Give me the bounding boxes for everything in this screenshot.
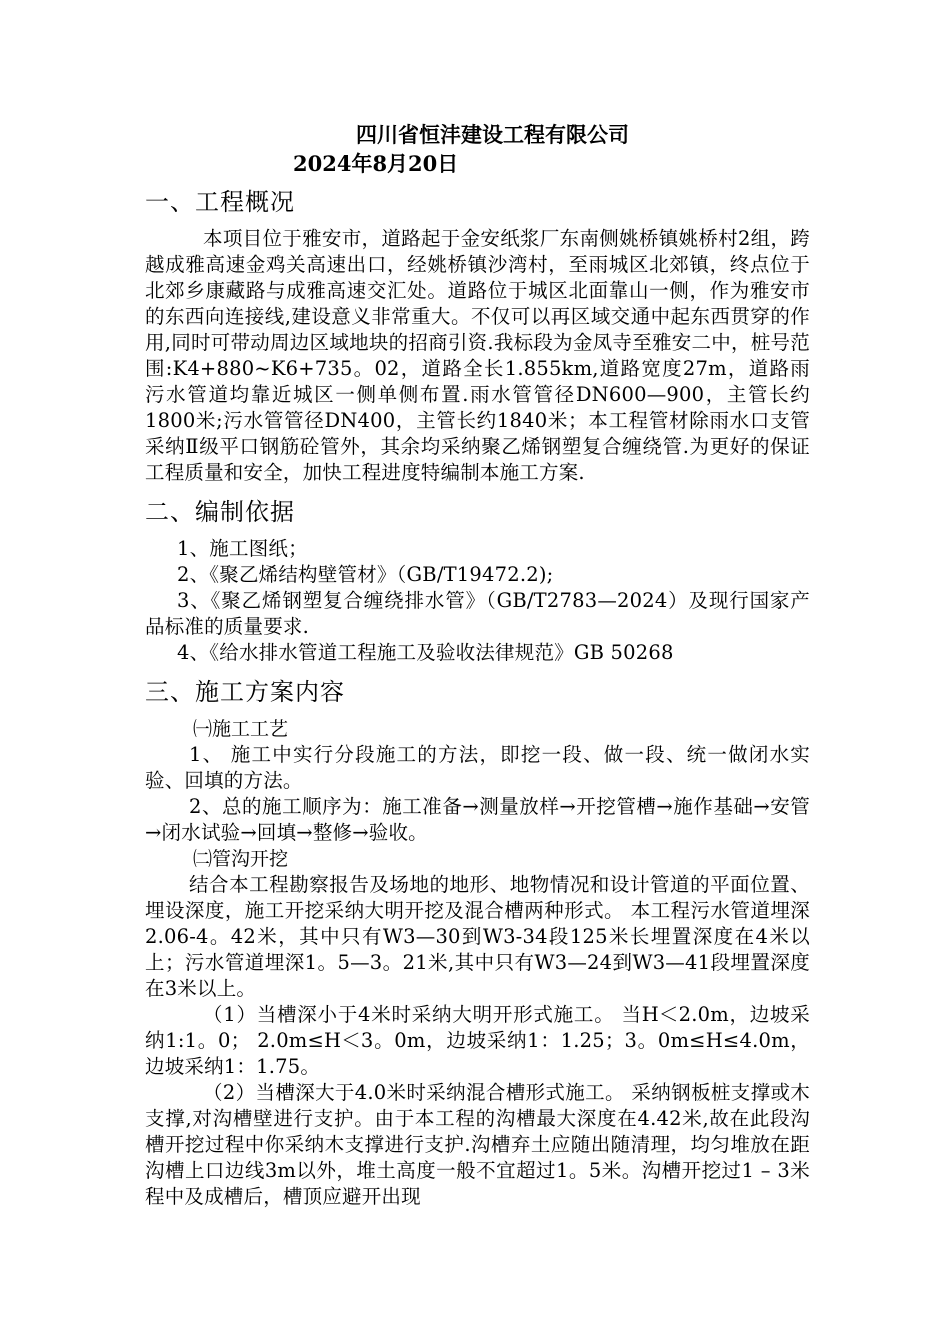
basis-item-3: 3、《聚乙烯钢塑复合缠绕排水管》（GB/T2783—2024）及现行国家产品标准的质量要求. (145, 589, 810, 638)
overview-paragraph: 本项目位于雅安市，道路起于金安纸浆厂东南侧姚桥镇姚桥村2组，跨越成雅高速金鸡关高速出口，经姚桥镇沙湾村，至雨城区北郊镇，终点位于北郊乡康藏路与成雅高速交汇处。道路位于城区北面靠山一侧，作为雅安市的东西向连接线,建设意义非常重大。不仅可以再区域交通中起东西贯穿的作用,同时可带动周边区域地块的招商引资.我标段为金凤寺至雅安二中，桩号范围:K4+880~K6+735。02，道路全长1.855km,道路宽度27m，道路雨污水管道均靠近城区一侧单侧布置.雨水管管径DN600—900，主管长约1800米;污水管管径DN400，主管长约1840米；本工程管材除雨水口支管采纳Ⅱ级平口钢筋砼管外，其余均采纳聚乙烯钢塑复合缠绕管.为更好的保证工程质量和安全，加快工程进度特编制本施工方案. (145, 227, 810, 484)
subsection-title-trench: ㈡管沟开挖 (193, 848, 289, 870)
basis-item-1: 1、施工图纸； (177, 537, 308, 560)
document-body (145, 120, 810, 1210)
section-title-basis: 二、编制依据 (145, 498, 295, 526)
basis-item-4: 4、《给水排水管道工程施工及验收法律规范》GB 50268 (177, 641, 674, 664)
basis-item-2: 2、《聚乙烯结构壁管材》（GB/T19472.2); (177, 563, 554, 586)
section-title-overview: 一、工程概况 (145, 188, 295, 216)
trench-paragraph-1: 结合本工程勘察报告及场地的地形、地物情况和设计管道的平面位置、埋设深度，施工开挖采纳大明开挖及混合槽两种形式。 本工程污水管道埋深2.06-4。42米，其中只有W3—30到W3-34段125米长埋置深度在4米以上；污水管道埋深1。5—3。21米,其中只有W3—24到W3—41段埋置深度在3米以上。 (145, 873, 810, 1000)
process-paragraph-2: 2、总的施工顺序为：施工准备→测量放样→开挖管槽→施作基础→安管→闭水试验→回填→整修→验收。 (145, 795, 810, 844)
section-title-plan: 三、施工方案内容 (145, 678, 345, 706)
company-name: 四川省恒沣建设工程有限公司 (356, 122, 629, 147)
subsection-title-process: ㈠施工工艺 (193, 718, 289, 740)
trench-paragraph-3: （2）当槽深大于4.0米时采纳混合槽形式施工。 采纳钢板桩支撑或木支撑,对沟槽壁进行支护。由于本工程的沟槽最大深度在4.42米,故在此段沟槽开挖过程中你采纳木支撑进行支护.沟槽弃土应随出随清理，均匀堆放在距沟槽上口边线3m以外，堆土高度一般不宜超过1。5米。沟槽开挖过1 – 3米程中及成槽后，槽顶应避开出现 (145, 1081, 810, 1208)
document-date: 2024年8月20日 (293, 151, 459, 176)
trench-paragraph-2: （1）当槽深小于4米时采纳大明开形式施工。 当H＜2.0m，边坡采纳1:1。0； 2.0m≤H＜3。0m，边坡采纳1：1.25；3。0m≤H≤4.0m，边坡采纳1：1.75。 (145, 1003, 810, 1078)
process-paragraph-1: 1、 施工中实行分段施工的方法，即挖一段、做一段、统一做闭水实验、回填的方法。 (145, 743, 810, 792)
